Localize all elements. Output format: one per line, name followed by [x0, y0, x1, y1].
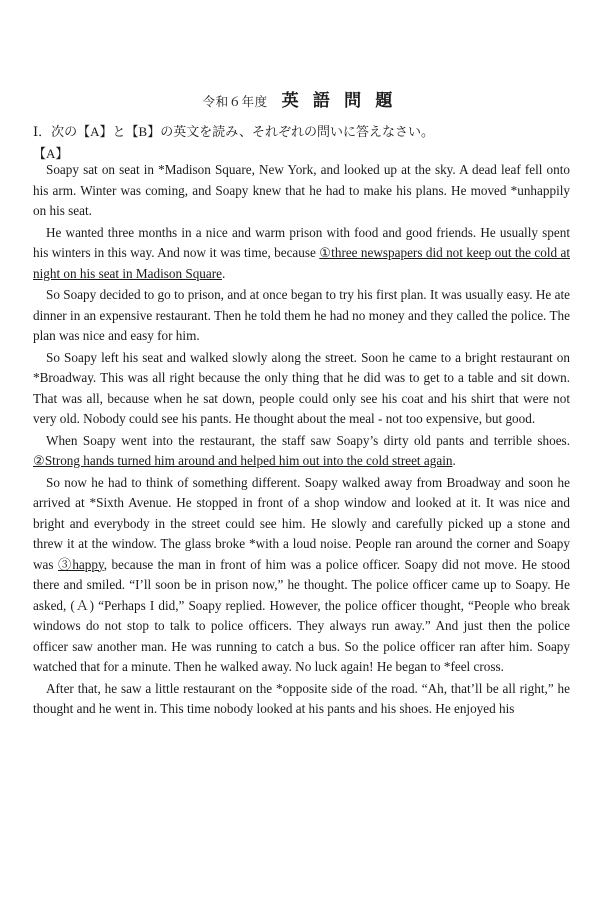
paragraph-2-end: .	[222, 265, 226, 281]
paragraph-6-rest: , because the man in front of him was a police officer. Soapy did not move. He stood there and smiled. “I’ll soon be in prison now,” he thought. The police officer came up to Soapy. He asked, (Ａ) “Perhaps I did,” Soapy replied. However, the police officer thought, “People who break windows do not stop to talk to police officers. They always run away.” And just then the police officer saw another man. He was running to catch a bus. So the police officer ran after him. Soapy watched that for a minute. Then he walked away. No luck again! He began to *feel cross.	[33, 556, 571, 674]
underline-1: ①three newspapers did not keep out the cold at night on his seat in Madison Square	[33, 245, 570, 281]
underline-3: ③happy	[57, 556, 104, 572]
paragraph-2	[33, 223, 570, 285]
paragraph-5	[33, 431, 570, 472]
paragraph-6-text: So now he had to think of something different. Soapy walked away from Broadway and soon he arrived at *Sixth Avenue. He stopped in front of a shop window and looked at it. It was nice and bright and everybody in the street could see him. He slowly and carefully picked up a stone and threw it at the window. The glass broke *with a loud noise. People ran around the corner and Soapy was	[33, 474, 570, 572]
paragraph-4: So Soapy left his seat and walked slowly along the street. Soon he came to a bright restaurant on *Broadway. This was all right because the only thing that he did was to get to a table and sit down. That was all, because when he sat down, people could only see his coat and his shirt that were not very old. Nobody could see his pants. He thought about the meal - not too expensive, but good.	[33, 349, 570, 426]
paragraph-5-end: .	[452, 453, 456, 468]
underline-2: ②Strong hands turned him around and helped him out into the cold street again	[33, 453, 453, 468]
paragraph-5-text: When Soapy went into the restaurant, the staff saw Soapy’s dirty old pants and terrible shoes.	[46, 432, 570, 448]
exam-year: 令和６年度	[202, 95, 268, 109]
paragraph-6	[33, 473, 570, 678]
exam-title: 英 語 問 題	[281, 91, 398, 110]
paragraph-1: Soapy sat on seat in *Madison Square, New York, and looked up at the sky. A dead leaf fell onto his arm. Winter was coming, and Soapy knew that he had to make his plans. He moved *unhappily on his seat.	[33, 162, 570, 218]
page-title	[0, 86, 600, 111]
paragraph-2-text: He wanted three months in a nice and warm prison with food and good friends. He usually spent his winters in this way. And now it was time, because	[33, 224, 570, 260]
section-label: 【A】	[33, 146, 69, 161]
paragraph-7: After that, he saw a little restaurant on the *opposite side of the road. “Ah, that’ll be all right,” he thought and he went in. This time nobody looked at his pants and his shoes. He enjoyed his	[33, 680, 570, 716]
paragraph-3: So Soapy decided to go to prison, and at once began to try his first plan. It was usually easy. He ate dinner in an expensive restaurant. Then he told them he had no money and they called the police. The plan was nice and easy for him.	[33, 287, 570, 343]
passage-text	[33, 160, 570, 721]
question-instruction: Ⅰ．次の【A】と【B】の英文を読み、それぞれの問いに答えなさい。	[33, 124, 434, 139]
